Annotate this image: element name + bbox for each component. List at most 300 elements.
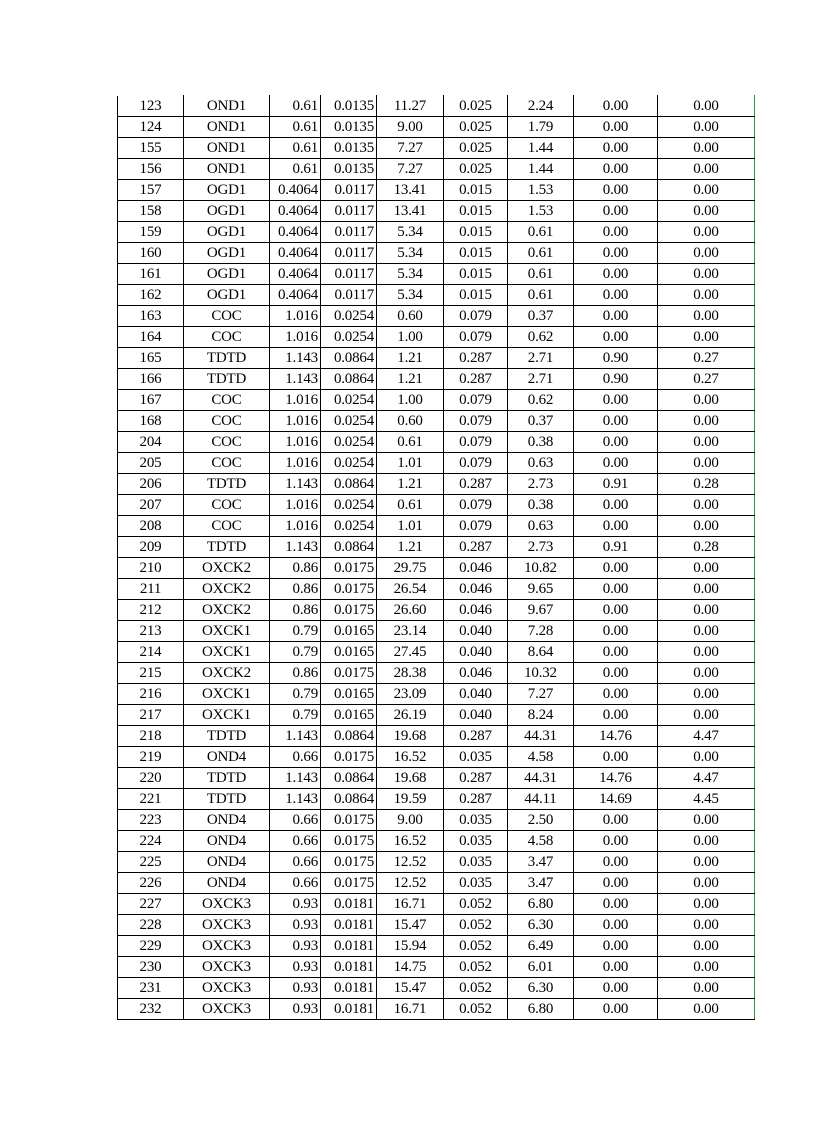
- table-cell: 0.00: [574, 390, 658, 411]
- table-cell: 0.035: [444, 852, 508, 873]
- table-cell: 5.34: [377, 243, 444, 264]
- table-cell: 0.00: [658, 495, 755, 516]
- table-cell: TDTD: [184, 726, 270, 747]
- table-row: [118, 180, 755, 201]
- table-cell: 227: [118, 894, 184, 915]
- table-cell: 156: [118, 159, 184, 180]
- table-cell: 0.0254: [321, 495, 377, 516]
- table-cell: 0.61: [377, 432, 444, 453]
- table-cell: 0.61: [508, 243, 574, 264]
- table-row: [118, 705, 755, 726]
- table-cell: 164: [118, 327, 184, 348]
- table-cell: 0.287: [444, 348, 508, 369]
- table-cell: 0.00: [574, 936, 658, 957]
- table-cell: 7.28: [508, 621, 574, 642]
- table-cell: 6.80: [508, 999, 574, 1020]
- table-cell: 0.00: [658, 453, 755, 474]
- table-cell: 6.49: [508, 936, 574, 957]
- table-cell: 0.0181: [321, 978, 377, 999]
- table-cell: 5.34: [377, 285, 444, 306]
- table-cell: 225: [118, 852, 184, 873]
- table-cell: 1.016: [270, 306, 321, 327]
- table-cell: 28.38: [377, 663, 444, 684]
- table-cell: 168: [118, 411, 184, 432]
- table-cell: 123: [118, 96, 184, 117]
- table-cell: 211: [118, 579, 184, 600]
- table-cell: 0.00: [658, 96, 755, 117]
- table-cell: 0.035: [444, 747, 508, 768]
- table-cell: 1.21: [377, 369, 444, 390]
- table-cell: 0.00: [574, 264, 658, 285]
- table-cell: 0.00: [574, 432, 658, 453]
- table-cell: 0.60: [377, 411, 444, 432]
- table-row: [118, 222, 755, 243]
- table-cell: 220: [118, 768, 184, 789]
- table-cell: 0.052: [444, 894, 508, 915]
- table-cell: 0.4064: [270, 285, 321, 306]
- table-cell: 1.016: [270, 432, 321, 453]
- table-cell: 1.016: [270, 411, 321, 432]
- table-cell: 1.016: [270, 453, 321, 474]
- table-cell: 0.0175: [321, 873, 377, 894]
- table-row: [118, 894, 755, 915]
- table-cell: 1.00: [377, 390, 444, 411]
- table-cell: 0.00: [574, 621, 658, 642]
- table-cell: 0.37: [508, 411, 574, 432]
- table-cell: 0.287: [444, 726, 508, 747]
- table-cell: 0.0175: [321, 558, 377, 579]
- table-row: [118, 726, 755, 747]
- table-cell: 0.4064: [270, 201, 321, 222]
- table-cell: 0.93: [270, 894, 321, 915]
- table-cell: 0.91: [574, 474, 658, 495]
- table-cell: 0.040: [444, 705, 508, 726]
- table-row: [118, 579, 755, 600]
- table-cell: COC: [184, 453, 270, 474]
- table-cell: 0.86: [270, 663, 321, 684]
- table-cell: 0.00: [658, 831, 755, 852]
- table-cell: 0.66: [270, 810, 321, 831]
- table-cell: 0.035: [444, 831, 508, 852]
- table-cell: 0.079: [444, 390, 508, 411]
- table-cell: 0.00: [574, 999, 658, 1020]
- table-cell: 0.00: [574, 327, 658, 348]
- table-cell: 0.287: [444, 474, 508, 495]
- table-cell: TDTD: [184, 348, 270, 369]
- table-cell: 16.52: [377, 831, 444, 852]
- table-cell: 23.14: [377, 621, 444, 642]
- table-cell: 26.60: [377, 600, 444, 621]
- table-cell: COC: [184, 327, 270, 348]
- table-cell: 0.00: [574, 558, 658, 579]
- table-cell: 0.00: [658, 222, 755, 243]
- table-cell: 1.016: [270, 495, 321, 516]
- table-cell: 0.00: [658, 558, 755, 579]
- table-cell: 155: [118, 138, 184, 159]
- table-cell: 0.025: [444, 138, 508, 159]
- table-cell: 0.00: [658, 516, 755, 537]
- table-cell: COC: [184, 516, 270, 537]
- table-cell: OGD1: [184, 285, 270, 306]
- table-cell: 157: [118, 180, 184, 201]
- table-cell: 0.28: [658, 537, 755, 558]
- table-cell: 0.61: [508, 222, 574, 243]
- table-cell: COC: [184, 411, 270, 432]
- table-row: [118, 789, 755, 810]
- table-cell: 0.015: [444, 201, 508, 222]
- table-cell: OND1: [184, 96, 270, 117]
- table-cell: OGD1: [184, 264, 270, 285]
- table-cell: 0.37: [508, 306, 574, 327]
- table-cell: 1.143: [270, 369, 321, 390]
- table-cell: 210: [118, 558, 184, 579]
- table-cell: 14.76: [574, 768, 658, 789]
- table-cell: 0.0864: [321, 369, 377, 390]
- table-cell: 0.00: [658, 915, 755, 936]
- table-cell: 0.79: [270, 621, 321, 642]
- table-cell: 5.34: [377, 264, 444, 285]
- table-cell: OXCK3: [184, 936, 270, 957]
- table-cell: 0.00: [574, 810, 658, 831]
- table-cell: 0.079: [444, 432, 508, 453]
- table-row: [118, 411, 755, 432]
- table-cell: 0.0165: [321, 642, 377, 663]
- table-cell: 1.21: [377, 474, 444, 495]
- table-cell: OGD1: [184, 243, 270, 264]
- table-cell: 6.30: [508, 978, 574, 999]
- table-cell: 0.0175: [321, 831, 377, 852]
- table-cell: 9.65: [508, 579, 574, 600]
- table-cell: 0.015: [444, 180, 508, 201]
- table-cell: 206: [118, 474, 184, 495]
- table-cell: 161: [118, 264, 184, 285]
- table-cell: 0.61: [270, 96, 321, 117]
- table-cell: 159: [118, 222, 184, 243]
- table-cell: COC: [184, 432, 270, 453]
- table-cell: 0.90: [574, 348, 658, 369]
- table-cell: 218: [118, 726, 184, 747]
- table-cell: 15.94: [377, 936, 444, 957]
- table-cell: 0.0175: [321, 600, 377, 621]
- table-cell: 0.79: [270, 642, 321, 663]
- table-cell: 0.00: [574, 201, 658, 222]
- table-cell: 9.00: [377, 117, 444, 138]
- table-cell: 0.287: [444, 369, 508, 390]
- table-cell: 0.0181: [321, 936, 377, 957]
- table-cell: 9.00: [377, 810, 444, 831]
- table-cell: 0.00: [574, 831, 658, 852]
- table-cell: 0.00: [574, 978, 658, 999]
- table-cell: 0.00: [658, 201, 755, 222]
- table-cell: 0.90: [574, 369, 658, 390]
- table-cell: 23.09: [377, 684, 444, 705]
- table-cell: 0.86: [270, 600, 321, 621]
- table-row: [118, 621, 755, 642]
- table-cell: 0.86: [270, 558, 321, 579]
- table-cell: 226: [118, 873, 184, 894]
- table-row: [118, 915, 755, 936]
- table-cell: 1.44: [508, 159, 574, 180]
- table-cell: OXCK2: [184, 558, 270, 579]
- table-cell: 6.30: [508, 915, 574, 936]
- table-cell: 205: [118, 453, 184, 474]
- table-cell: 7.27: [377, 138, 444, 159]
- table-cell: 0.00: [574, 180, 658, 201]
- table-cell: 158: [118, 201, 184, 222]
- table-cell: 1.143: [270, 348, 321, 369]
- table-cell: 0.287: [444, 537, 508, 558]
- table-cell: 0.00: [574, 663, 658, 684]
- table-cell: 0.00: [574, 285, 658, 306]
- table-cell: 0.00: [658, 999, 755, 1020]
- table-cell: TDTD: [184, 474, 270, 495]
- table-cell: 2.71: [508, 348, 574, 369]
- table-cell: 4.47: [658, 726, 755, 747]
- table-cell: 14.76: [574, 726, 658, 747]
- table-cell: 0.61: [377, 495, 444, 516]
- table-cell: OND1: [184, 117, 270, 138]
- table-cell: 0.0117: [321, 264, 377, 285]
- table-cell: 19.68: [377, 768, 444, 789]
- table-cell: 6.80: [508, 894, 574, 915]
- table-cell: 0.035: [444, 810, 508, 831]
- table-cell: 1.44: [508, 138, 574, 159]
- table-row: [118, 390, 755, 411]
- table-cell: 0.046: [444, 558, 508, 579]
- table-row: [118, 936, 755, 957]
- table-cell: 0.0175: [321, 747, 377, 768]
- table-cell: 0.93: [270, 999, 321, 1020]
- table-row: [118, 201, 755, 222]
- table-cell: COC: [184, 495, 270, 516]
- table-cell: 0.00: [658, 621, 755, 642]
- table-cell: 1.21: [377, 348, 444, 369]
- table-cell: 10.82: [508, 558, 574, 579]
- table-cell: 0.00: [658, 663, 755, 684]
- table-cell: 0.00: [574, 957, 658, 978]
- table-cell: 2.50: [508, 810, 574, 831]
- table-cell: 0.61: [270, 138, 321, 159]
- table-body: [118, 96, 755, 1020]
- table-cell: 231: [118, 978, 184, 999]
- table-cell: OXCK2: [184, 663, 270, 684]
- table-cell: 12.52: [377, 852, 444, 873]
- table-cell: 216: [118, 684, 184, 705]
- table-cell: 0.0254: [321, 390, 377, 411]
- table-cell: COC: [184, 306, 270, 327]
- table-cell: 0.0864: [321, 789, 377, 810]
- table-cell: OXCK3: [184, 978, 270, 999]
- table-cell: 29.75: [377, 558, 444, 579]
- table-row: [118, 369, 755, 390]
- table-cell: 0.00: [658, 873, 755, 894]
- table-cell: 230: [118, 957, 184, 978]
- table-cell: 0.00: [574, 705, 658, 726]
- table-cell: 13.41: [377, 180, 444, 201]
- table-cell: 26.54: [377, 579, 444, 600]
- table-cell: 0.00: [574, 411, 658, 432]
- table-cell: 208: [118, 516, 184, 537]
- table-cell: 0.79: [270, 684, 321, 705]
- table-cell: 0.00: [658, 432, 755, 453]
- table-row: [118, 453, 755, 474]
- table-cell: 0.079: [444, 516, 508, 537]
- table-cell: 0.00: [574, 915, 658, 936]
- table-cell: 167: [118, 390, 184, 411]
- table-row: [118, 306, 755, 327]
- table-cell: 0.38: [508, 432, 574, 453]
- table-cell: 0.0165: [321, 705, 377, 726]
- table-cell: 215: [118, 663, 184, 684]
- table-cell: 0.00: [658, 285, 755, 306]
- table-cell: 0.62: [508, 390, 574, 411]
- table-cell: 0.38: [508, 495, 574, 516]
- table-cell: 228: [118, 915, 184, 936]
- table-cell: 0.0864: [321, 537, 377, 558]
- table-cell: 0.00: [658, 264, 755, 285]
- table-cell: 0.287: [444, 768, 508, 789]
- table-cell: OGD1: [184, 201, 270, 222]
- table-cell: 0.4064: [270, 222, 321, 243]
- table-row: [118, 747, 755, 768]
- table-cell: 0.00: [658, 684, 755, 705]
- table-cell: 217: [118, 705, 184, 726]
- table-cell: 16.71: [377, 999, 444, 1020]
- table-cell: 9.67: [508, 600, 574, 621]
- table-cell: 0.052: [444, 915, 508, 936]
- table-cell: 0.63: [508, 453, 574, 474]
- table-row: [118, 285, 755, 306]
- table-cell: 0.93: [270, 978, 321, 999]
- table-cell: 1.01: [377, 453, 444, 474]
- table-cell: 1.00: [377, 327, 444, 348]
- table-cell: 0.0165: [321, 684, 377, 705]
- table-cell: 1.143: [270, 789, 321, 810]
- table-cell: 0.00: [658, 159, 755, 180]
- table-cell: 0.0175: [321, 579, 377, 600]
- table-row: [118, 684, 755, 705]
- table-cell: 0.079: [444, 411, 508, 432]
- table-row: [118, 432, 755, 453]
- table-cell: 0.00: [658, 180, 755, 201]
- table-cell: 0.00: [574, 684, 658, 705]
- table-cell: 2.71: [508, 369, 574, 390]
- table-row: [118, 117, 755, 138]
- table-cell: 1.01: [377, 516, 444, 537]
- table-cell: OXCK2: [184, 579, 270, 600]
- table-cell: 0.63: [508, 516, 574, 537]
- table-cell: 0.27: [658, 369, 755, 390]
- table-cell: 1.143: [270, 768, 321, 789]
- table-cell: 0.00: [574, 747, 658, 768]
- table-cell: 1.53: [508, 180, 574, 201]
- table-cell: 0.62: [508, 327, 574, 348]
- table-cell: 0.035: [444, 873, 508, 894]
- table-cell: 0.00: [658, 390, 755, 411]
- table-cell: 0.93: [270, 957, 321, 978]
- table-cell: 0.4064: [270, 264, 321, 285]
- table-cell: OGD1: [184, 222, 270, 243]
- table-row: [118, 138, 755, 159]
- table-cell: 1.143: [270, 537, 321, 558]
- table-cell: 0.00: [658, 642, 755, 663]
- table-cell: 2.73: [508, 474, 574, 495]
- table-cell: 0.66: [270, 831, 321, 852]
- table-row: [118, 495, 755, 516]
- table-cell: 0.91: [574, 537, 658, 558]
- table-cell: 1.016: [270, 327, 321, 348]
- table-cell: OND4: [184, 873, 270, 894]
- table-cell: 0.00: [574, 96, 658, 117]
- table-cell: 0.0254: [321, 516, 377, 537]
- table-cell: 0.61: [508, 264, 574, 285]
- table-cell: 0.00: [574, 873, 658, 894]
- table-cell: 12.52: [377, 873, 444, 894]
- table-cell: 0.0864: [321, 768, 377, 789]
- table-cell: OND4: [184, 852, 270, 873]
- table-cell: 0.052: [444, 999, 508, 1020]
- table-cell: 0.60: [377, 306, 444, 327]
- table-cell: 0.00: [658, 894, 755, 915]
- table-cell: 0.079: [444, 327, 508, 348]
- table-cell: 0.86: [270, 579, 321, 600]
- table-cell: 0.079: [444, 306, 508, 327]
- table-row: [118, 600, 755, 621]
- table-cell: 162: [118, 285, 184, 306]
- table-row: [118, 348, 755, 369]
- table-cell: 14.75: [377, 957, 444, 978]
- table-cell: 0.0254: [321, 411, 377, 432]
- table-cell: 0.00: [574, 579, 658, 600]
- table-cell: 165: [118, 348, 184, 369]
- table-cell: 14.69: [574, 789, 658, 810]
- table-cell: 16.52: [377, 747, 444, 768]
- table-cell: 0.00: [574, 306, 658, 327]
- table-cell: 8.64: [508, 642, 574, 663]
- table-row: [118, 474, 755, 495]
- table-cell: 0.00: [574, 600, 658, 621]
- table-cell: OND1: [184, 159, 270, 180]
- table-cell: 0.00: [658, 852, 755, 873]
- table-cell: OXCK1: [184, 684, 270, 705]
- table-cell: OXCK3: [184, 915, 270, 936]
- table-cell: 0.00: [658, 936, 755, 957]
- table-cell: 6.01: [508, 957, 574, 978]
- table-row: [118, 663, 755, 684]
- table-cell: 0.00: [658, 243, 755, 264]
- table-cell: OXCK3: [184, 957, 270, 978]
- table-cell: 0.66: [270, 747, 321, 768]
- table-row: [118, 159, 755, 180]
- table-cell: 0.052: [444, 978, 508, 999]
- table-cell: 0.66: [270, 852, 321, 873]
- table-row: [118, 978, 755, 999]
- table-cell: 0.0117: [321, 180, 377, 201]
- table-cell: 124: [118, 117, 184, 138]
- table-cell: 0.00: [658, 138, 755, 159]
- table-cell: 0.00: [574, 894, 658, 915]
- table-cell: 224: [118, 831, 184, 852]
- table-cell: 229: [118, 936, 184, 957]
- table-cell: 0.00: [658, 117, 755, 138]
- table-cell: 0.61: [270, 159, 321, 180]
- table-cell: OXCK3: [184, 999, 270, 1020]
- table-row: [118, 768, 755, 789]
- table-cell: 2.73: [508, 537, 574, 558]
- table-cell: 0.93: [270, 915, 321, 936]
- table-cell: 0.00: [574, 453, 658, 474]
- table-cell: 1.016: [270, 390, 321, 411]
